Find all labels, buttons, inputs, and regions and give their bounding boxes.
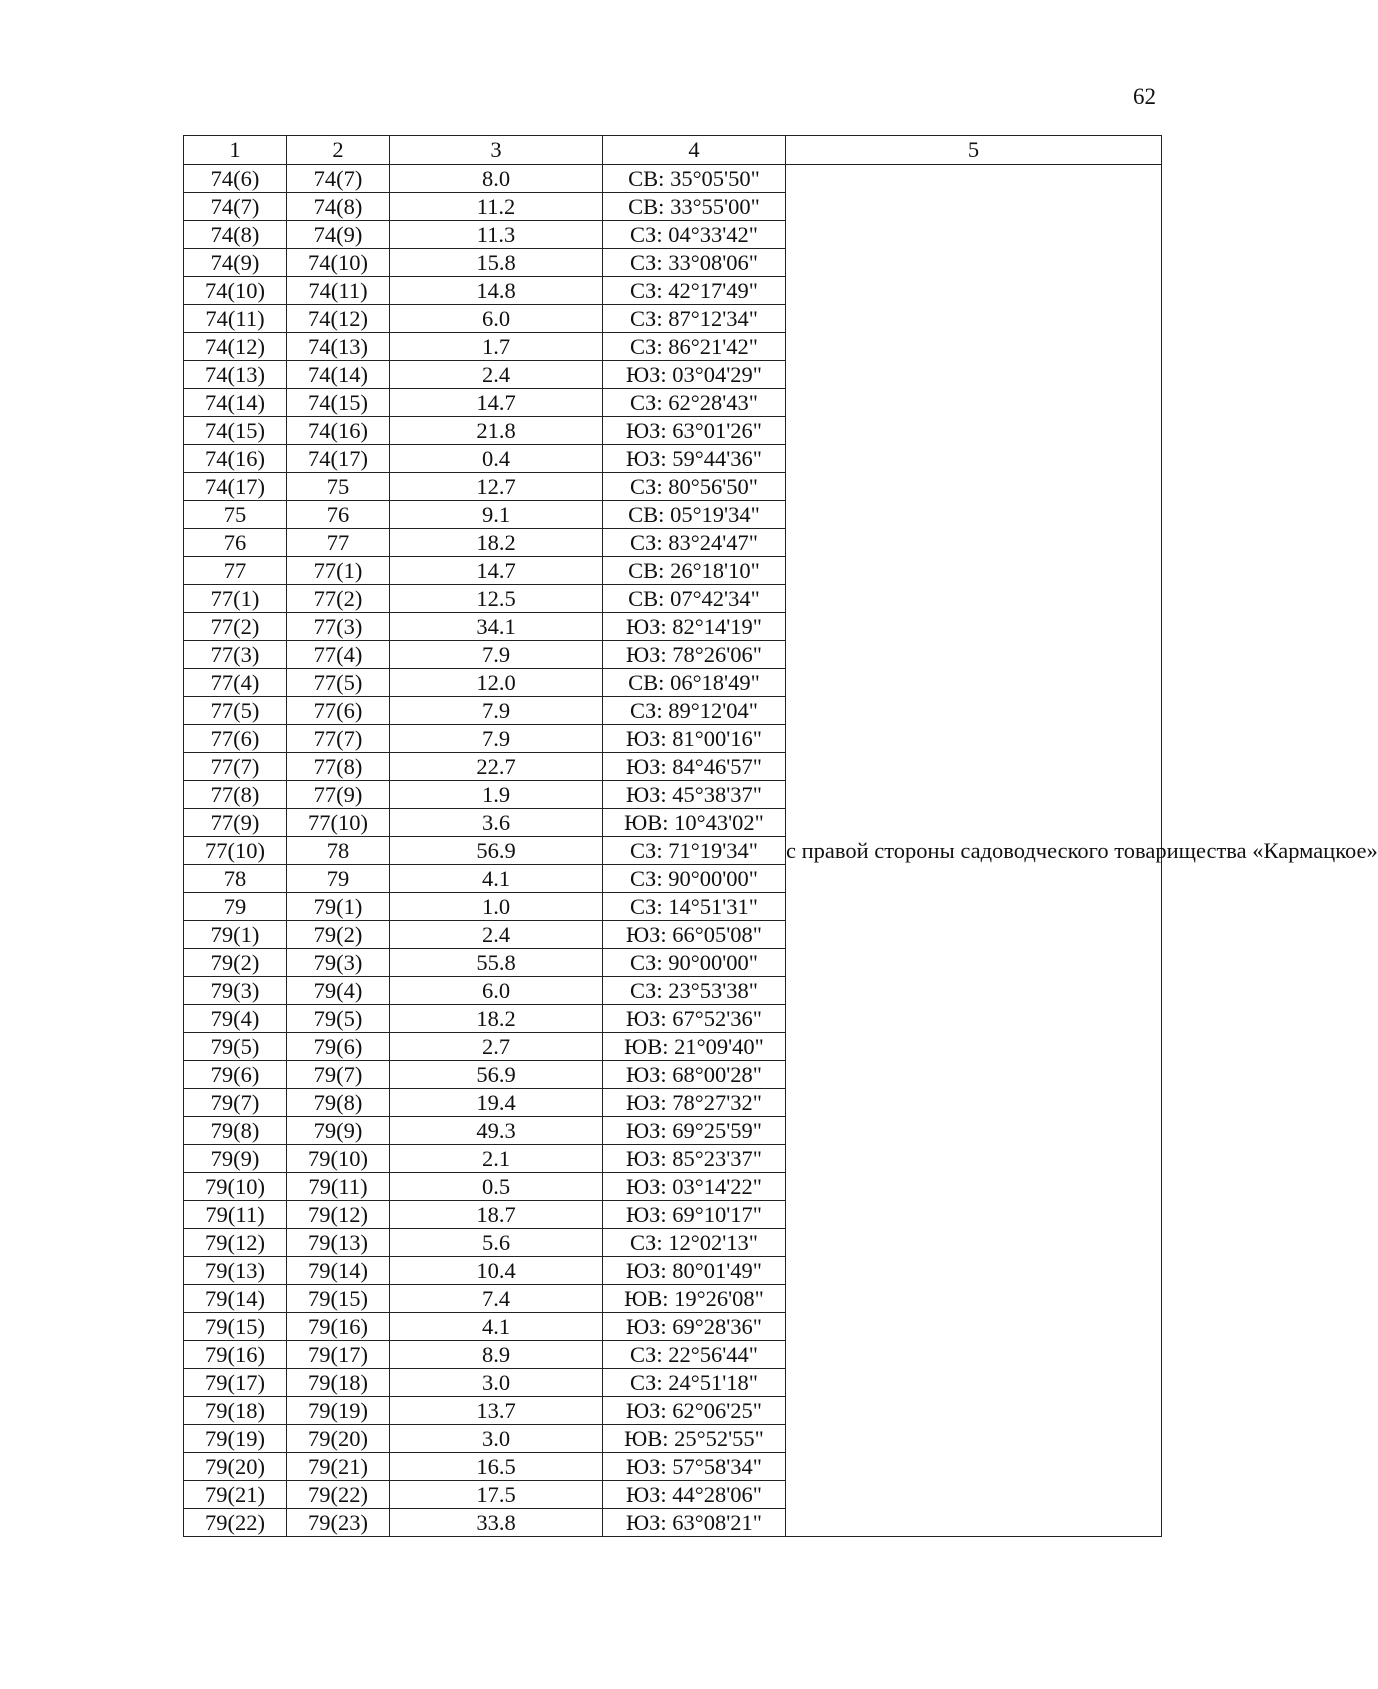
distance-cell: 19.4	[390, 1089, 603, 1117]
bearing-cell: ЮЗ: 59°44'36"	[603, 445, 786, 473]
from-point-cell: 79(2)	[184, 949, 287, 977]
to-point-cell: 77(3)	[287, 613, 390, 641]
to-point-cell: 79(23)	[287, 1509, 390, 1537]
from-point-cell: 74(8)	[184, 221, 287, 249]
bearing-cell: ЮЗ: 69°28'36"	[603, 1313, 786, 1341]
to-point-cell: 77(6)	[287, 697, 390, 725]
from-point-cell: 79(20)	[184, 1453, 287, 1481]
bearing-cell: СЗ: 86°21'42"	[603, 333, 786, 361]
bearing-cell: СЗ: 83°24'47"	[603, 529, 786, 557]
bearing-cell: ЮЗ: 03°04'29"	[603, 361, 786, 389]
from-point-cell: 74(7)	[184, 193, 287, 221]
to-point-cell: 74(7)	[287, 165, 390, 193]
bearing-cell: СЗ: 87°12'34"	[603, 305, 786, 333]
to-point-cell: 79(11)	[287, 1173, 390, 1201]
distance-cell: 12.0	[390, 669, 603, 697]
bearing-cell: СВ: 06°18'49"	[603, 669, 786, 697]
header-row	[184, 136, 1162, 165]
to-point-cell: 79(16)	[287, 1313, 390, 1341]
bearing-cell: СЗ: 80°56'50"	[603, 473, 786, 501]
from-point-cell: 77(7)	[184, 753, 287, 781]
distance-cell: 0.5	[390, 1173, 603, 1201]
bearing-cell: СЗ: 24°51'18"	[603, 1369, 786, 1397]
to-point-cell: 79(5)	[287, 1005, 390, 1033]
from-point-cell: 77(6)	[184, 725, 287, 753]
bearing-cell: ЮВ: 25°52'55"	[603, 1425, 786, 1453]
to-point-cell: 74(8)	[287, 193, 390, 221]
to-point-cell: 79(3)	[287, 949, 390, 977]
bearing-cell: ЮЗ: 66°05'08"	[603, 921, 786, 949]
distance-cell: 11.2	[390, 193, 603, 221]
to-point-cell: 77	[287, 529, 390, 557]
distance-cell: 14.8	[390, 277, 603, 305]
to-point-cell: 77(4)	[287, 641, 390, 669]
distance-cell: 4.1	[390, 1313, 603, 1341]
distance-cell: 14.7	[390, 557, 603, 585]
from-point-cell: 79(1)	[184, 921, 287, 949]
bearing-cell: ЮВ: 21°09'40"	[603, 1033, 786, 1061]
bearing-cell: ЮЗ: 81°00'16"	[603, 725, 786, 753]
distance-cell: 7.9	[390, 725, 603, 753]
distance-cell: 14.7	[390, 389, 603, 417]
distance-cell: 56.9	[390, 837, 603, 865]
to-point-cell: 77(9)	[287, 781, 390, 809]
distance-cell: 33.8	[390, 1509, 603, 1537]
bearing-cell: СВ: 05°19'34"	[603, 501, 786, 529]
boundary-table	[183, 135, 1378, 1537]
from-point-cell: 74(6)	[184, 165, 287, 193]
distance-cell: 49.3	[390, 1117, 603, 1145]
from-point-cell: 79(22)	[184, 1509, 287, 1537]
from-point-cell: 74(13)	[184, 361, 287, 389]
distance-cell: 16.5	[390, 1453, 603, 1481]
to-point-cell: 79(14)	[287, 1257, 390, 1285]
distance-cell: 10.4	[390, 1257, 603, 1285]
to-point-cell: 74(17)	[287, 445, 390, 473]
bearing-cell: ЮЗ: 69°25'59"	[603, 1117, 786, 1145]
distance-cell: 12.7	[390, 473, 603, 501]
from-point-cell: 79(4)	[184, 1005, 287, 1033]
to-point-cell: 79	[287, 865, 390, 893]
distance-cell: 8.9	[390, 1341, 603, 1369]
bearing-cell: СЗ: 89°12'04"	[603, 697, 786, 725]
distance-cell: 1.0	[390, 893, 603, 921]
from-point-cell: 79(3)	[184, 977, 287, 1005]
from-point-cell: 79(5)	[184, 1033, 287, 1061]
distance-cell: 17.5	[390, 1481, 603, 1509]
bearing-cell: СВ: 26°18'10"	[603, 557, 786, 585]
distance-cell: 4.1	[390, 865, 603, 893]
to-point-cell: 79(12)	[287, 1201, 390, 1229]
bearing-cell: ЮВ: 10°43'02"	[603, 809, 786, 837]
from-point-cell: 79(7)	[184, 1089, 287, 1117]
distance-cell: 7.9	[390, 641, 603, 669]
bearing-cell: СЗ: 62°28'43"	[603, 389, 786, 417]
from-point-cell: 79(11)	[184, 1201, 287, 1229]
from-point-cell: 74(16)	[184, 445, 287, 473]
to-point-cell: 79(8)	[287, 1089, 390, 1117]
distance-cell: 21.8	[390, 417, 603, 445]
from-point-cell: 74(15)	[184, 417, 287, 445]
to-point-cell: 77(8)	[287, 753, 390, 781]
distance-cell: 18.7	[390, 1201, 603, 1229]
to-point-cell: 79(13)	[287, 1229, 390, 1257]
to-point-cell: 79(22)	[287, 1481, 390, 1509]
to-point-cell: 77(5)	[287, 669, 390, 697]
bearing-cell: ЮВ: 19°26'08"	[603, 1285, 786, 1313]
bearing-cell: ЮЗ: 63°01'26"	[603, 417, 786, 445]
to-point-cell: 77(2)	[287, 585, 390, 613]
to-point-cell: 79(19)	[287, 1397, 390, 1425]
bearing-cell: СЗ: 04°33'42"	[603, 221, 786, 249]
to-point-cell: 75	[287, 473, 390, 501]
table-body	[184, 165, 1378, 1537]
bearing-cell: СЗ: 22°56'44"	[603, 1341, 786, 1369]
bearing-cell: ЮЗ: 44°28'06"	[603, 1481, 786, 1509]
distance-cell: 2.4	[390, 921, 603, 949]
column-header-3: 3	[390, 136, 603, 165]
from-point-cell: 74(9)	[184, 249, 287, 277]
to-point-cell: 79(15)	[287, 1285, 390, 1313]
to-point-cell: 79(20)	[287, 1425, 390, 1453]
distance-cell: 1.7	[390, 333, 603, 361]
from-point-cell: 79(13)	[184, 1257, 287, 1285]
from-point-cell: 79(14)	[184, 1285, 287, 1313]
bearing-cell: ЮЗ: 78°27'32"	[603, 1089, 786, 1117]
from-point-cell: 74(12)	[184, 333, 287, 361]
to-point-cell: 76	[287, 501, 390, 529]
from-point-cell: 79(21)	[184, 1481, 287, 1509]
bearing-cell: ЮЗ: 62°06'25"	[603, 1397, 786, 1425]
to-point-cell: 77(1)	[287, 557, 390, 585]
from-point-cell: 77(3)	[184, 641, 287, 669]
from-point-cell: 77(9)	[184, 809, 287, 837]
from-point-cell: 75	[184, 501, 287, 529]
bearing-cell: ЮЗ: 78°26'06"	[603, 641, 786, 669]
bearing-cell: СЗ: 33°08'06"	[603, 249, 786, 277]
from-point-cell: 74(17)	[184, 473, 287, 501]
to-point-cell: 79(1)	[287, 893, 390, 921]
from-point-cell: 79(9)	[184, 1145, 287, 1173]
from-point-cell: 77(1)	[184, 585, 287, 613]
from-point-cell: 74(10)	[184, 277, 287, 305]
to-point-cell: 74(16)	[287, 417, 390, 445]
bearing-cell: СЗ: 71°19'34"	[603, 837, 786, 865]
distance-cell: 22.7	[390, 753, 603, 781]
to-point-cell: 79(2)	[287, 921, 390, 949]
distance-cell: 3.6	[390, 809, 603, 837]
column-header-4: 4	[603, 136, 786, 165]
column-header-5: 5	[786, 136, 1162, 165]
bearing-cell: ЮЗ: 03°14'22"	[603, 1173, 786, 1201]
from-point-cell: 78	[184, 865, 287, 893]
from-point-cell: 79(18)	[184, 1397, 287, 1425]
table-row	[184, 165, 1162, 193]
to-point-cell: 74(9)	[287, 221, 390, 249]
bearing-cell: ЮЗ: 63°08'21"	[603, 1509, 786, 1537]
distance-cell: 15.8	[390, 249, 603, 277]
bearing-cell: СЗ: 12°02'13"	[603, 1229, 786, 1257]
description-cell: с правой стороны садоводческого товарищества «Кармацкое»	[786, 165, 1162, 1537]
to-point-cell: 77(10)	[287, 809, 390, 837]
distance-cell: 7.4	[390, 1285, 603, 1313]
to-point-cell: 74(10)	[287, 249, 390, 277]
from-point-cell: 79(16)	[184, 1341, 287, 1369]
distance-cell: 3.0	[390, 1425, 603, 1453]
to-point-cell: 74(15)	[287, 389, 390, 417]
distance-cell: 8.0	[390, 165, 603, 193]
from-point-cell: 79(12)	[184, 1229, 287, 1257]
from-point-cell: 79	[184, 893, 287, 921]
bearing-cell: ЮЗ: 82°14'19"	[603, 613, 786, 641]
bearing-cell: СЗ: 90°00'00"	[603, 865, 786, 893]
distance-cell: 2.4	[390, 361, 603, 389]
from-point-cell: 77(5)	[184, 697, 287, 725]
distance-cell: 11.3	[390, 221, 603, 249]
distance-cell: 9.1	[390, 501, 603, 529]
bearing-cell: СВ: 33°55'00"	[603, 193, 786, 221]
from-point-cell: 77(2)	[184, 613, 287, 641]
bearing-cell: ЮЗ: 45°38'37"	[603, 781, 786, 809]
from-point-cell: 79(19)	[184, 1425, 287, 1453]
to-point-cell: 79(4)	[287, 977, 390, 1005]
bearing-cell: СЗ: 90°00'00"	[603, 949, 786, 977]
distance-cell: 18.2	[390, 529, 603, 557]
distance-cell: 13.7	[390, 1397, 603, 1425]
bearing-cell: СВ: 07°42'34"	[603, 585, 786, 613]
bearing-cell: ЮЗ: 85°23'37"	[603, 1145, 786, 1173]
distance-cell: 18.2	[390, 1005, 603, 1033]
bearing-cell: СЗ: 23°53'38"	[603, 977, 786, 1005]
from-point-cell: 77	[184, 557, 287, 585]
bearing-cell: СЗ: 14°51'31"	[603, 893, 786, 921]
to-point-cell: 79(21)	[287, 1453, 390, 1481]
distance-cell: 5.6	[390, 1229, 603, 1257]
to-point-cell: 79(7)	[287, 1061, 390, 1089]
to-point-cell: 78	[287, 837, 390, 865]
distance-cell: 2.1	[390, 1145, 603, 1173]
distance-cell: 12.5	[390, 585, 603, 613]
to-point-cell: 74(14)	[287, 361, 390, 389]
to-point-cell: 77(7)	[287, 725, 390, 753]
from-point-cell: 77(4)	[184, 669, 287, 697]
bearing-cell: СЗ: 42°17'49"	[603, 277, 786, 305]
from-point-cell: 77(8)	[184, 781, 287, 809]
from-point-cell: 79(17)	[184, 1369, 287, 1397]
to-point-cell: 74(11)	[287, 277, 390, 305]
to-point-cell: 74(12)	[287, 305, 390, 333]
page-number: 62	[1133, 84, 1156, 109]
distance-cell: 55.8	[390, 949, 603, 977]
to-point-cell: 79(17)	[287, 1341, 390, 1369]
from-point-cell: 79(15)	[184, 1313, 287, 1341]
to-point-cell: 79(9)	[287, 1117, 390, 1145]
distance-cell: 34.1	[390, 613, 603, 641]
from-point-cell: 79(6)	[184, 1061, 287, 1089]
bearing-cell: ЮЗ: 67°52'36"	[603, 1005, 786, 1033]
from-point-cell: 76	[184, 529, 287, 557]
distance-cell: 1.9	[390, 781, 603, 809]
column-header-2: 2	[287, 136, 390, 165]
distance-cell: 6.0	[390, 977, 603, 1005]
from-point-cell: 79(10)	[184, 1173, 287, 1201]
column-header-1: 1	[184, 136, 287, 165]
from-point-cell: 77(10)	[184, 837, 287, 865]
from-point-cell: 74(14)	[184, 389, 287, 417]
to-point-cell: 79(18)	[287, 1369, 390, 1397]
bearing-cell: СВ: 35°05'50"	[603, 165, 786, 193]
distance-cell: 6.0	[390, 305, 603, 333]
from-point-cell: 74(11)	[184, 305, 287, 333]
to-point-cell: 79(6)	[287, 1033, 390, 1061]
distance-cell: 3.0	[390, 1369, 603, 1397]
bearing-cell: ЮЗ: 69°10'17"	[603, 1201, 786, 1229]
to-point-cell: 74(13)	[287, 333, 390, 361]
distance-cell: 7.9	[390, 697, 603, 725]
bearing-cell: ЮЗ: 57°58'34"	[603, 1453, 786, 1481]
to-point-cell: 79(10)	[287, 1145, 390, 1173]
bearing-cell: ЮЗ: 84°46'57"	[603, 753, 786, 781]
distance-cell: 56.9	[390, 1061, 603, 1089]
distance-cell: 0.4	[390, 445, 603, 473]
from-point-cell: 79(8)	[184, 1117, 287, 1145]
table-header	[184, 136, 1162, 165]
bearing-cell: ЮЗ: 80°01'49"	[603, 1257, 786, 1285]
bearing-cell: ЮЗ: 68°00'28"	[603, 1061, 786, 1089]
distance-cell: 2.7	[390, 1033, 603, 1061]
